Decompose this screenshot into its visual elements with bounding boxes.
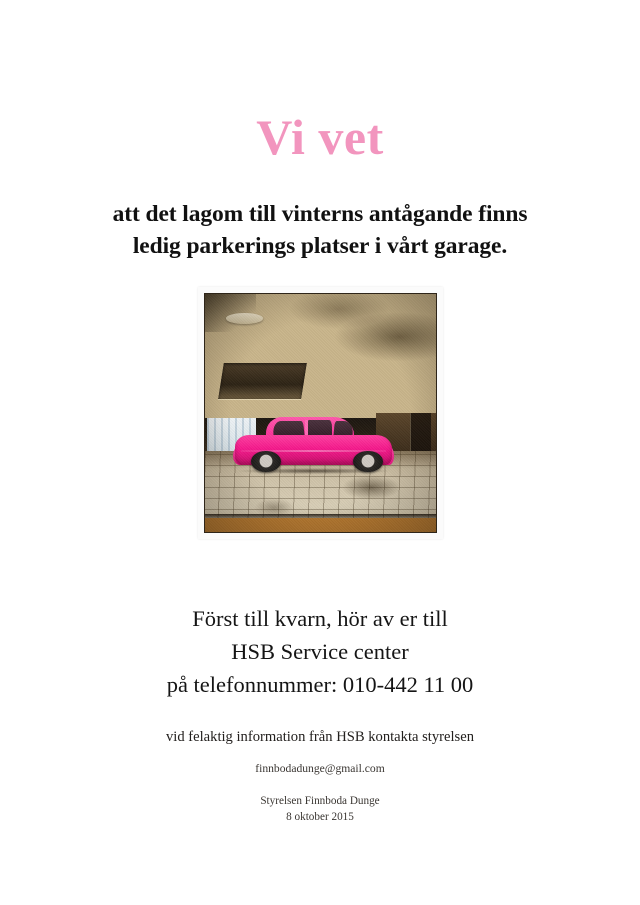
signature-block [40, 793, 600, 825]
photo-scene [205, 294, 436, 532]
page-title: Vi vet [256, 108, 384, 165]
contact-line-2: HSB Service center [231, 638, 409, 664]
ceiling-lamp-icon [226, 313, 263, 324]
contact-block [40, 603, 600, 702]
announcement-text [60, 198, 580, 263]
contact-email[interactable]: finnbodadunge@gmail.com [255, 762, 385, 775]
photo-frame [198, 287, 443, 539]
signature-org: Styrelsen Finnboda Dunge [260, 795, 380, 807]
announcement-line-1: att det lagom till vinterns antågande finns [112, 201, 528, 227]
contact-phone-line: på telefonnummer: 010-442 11 00 [166, 671, 474, 697]
signature-date: 8 oktober 2015 [286, 811, 354, 824]
notice-text: vid felaktig information från HSB kontakta styrelsen [165, 729, 475, 745]
car-wheel-rear [251, 451, 281, 473]
pink-car [235, 415, 392, 472]
garage-photo [204, 293, 437, 533]
announcement-line-2: ledig parkerings platser i vårt garage. [132, 233, 508, 260]
floor-gravel-strip [205, 518, 436, 532]
contact-line-1: Först till kvarn, hör av er till [192, 606, 448, 631]
car-wheel-front [353, 451, 383, 473]
ceiling-opening-1 [218, 363, 307, 399]
